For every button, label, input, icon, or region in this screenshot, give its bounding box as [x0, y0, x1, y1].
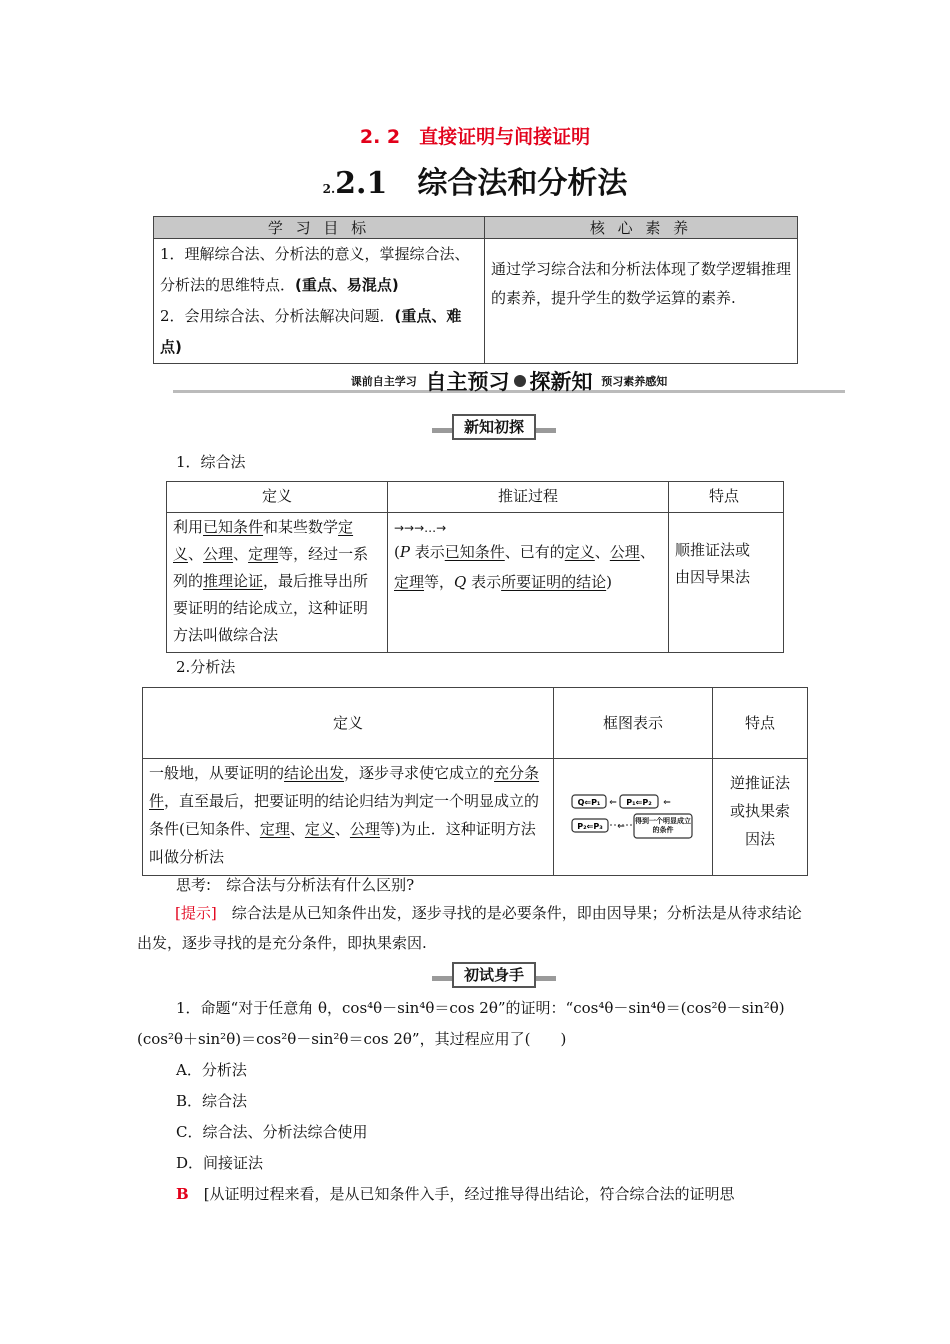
band-bullet-icon	[514, 375, 526, 387]
goals-table	[153, 216, 798, 364]
flow-arrow-3: ⇐	[617, 822, 625, 832]
ana-feature: 逆推证法或执果索因法	[713, 759, 808, 876]
option-c: C．综合法、分析法综合使用	[176, 1123, 368, 1141]
synthesis-table	[166, 481, 784, 653]
syn-header-def: 定义	[167, 482, 388, 513]
goals-header-left: 学 习 目 标	[154, 217, 485, 239]
flow-box-2-label: P₁⇐P₂	[626, 798, 652, 807]
goal-item-1-key: (重点、易混点)	[295, 276, 399, 294]
option-a: A．分析法	[176, 1061, 247, 1079]
syn-process-arrows: →→→…→	[394, 521, 447, 535]
ana-header-def: 定义	[143, 688, 554, 759]
band-title-2: 探新知	[529, 370, 593, 394]
band-left-text: 课前自主学习	[350, 375, 417, 388]
main-title-text: 2.1 综合法和分析法	[335, 166, 628, 201]
ana-diagram-cell	[554, 759, 713, 876]
section-band	[173, 366, 845, 396]
flow-arrow-2: ⇐	[663, 798, 671, 808]
tag-new-knowledge	[432, 414, 556, 440]
main-title-prefix: 2.	[322, 182, 336, 196]
hint-text: 综合法是从已知条件出发，逐步寻找的是必要条件，即由因导果；分析法是从待求结论出发，逐步寻找的是充分条件，即执果索因.	[137, 904, 802, 952]
think-label: 思考:	[176, 876, 212, 894]
syn-process: →→→…→ (P 表示已知条件、已有的定义、公理、定理等，Q 表示所要证明的结论)	[388, 513, 669, 653]
band-right-text: 预习素养感知	[601, 375, 668, 388]
ana-header-feature: 特点	[713, 688, 808, 759]
hint-label: [提示]	[175, 904, 217, 922]
flow-box-3-label: P₂⇐P₃	[577, 822, 603, 831]
goal-item-1: 1．理解综合法、分析法的意义，掌握综合法、分析法的思维特点．	[160, 245, 470, 294]
flow-box-1-label: Q⇐P₁	[577, 798, 601, 807]
goals-left-cell	[154, 239, 485, 364]
ana-header-diagram: 框图表示	[554, 688, 713, 759]
heading-analysis: 2.分析法	[176, 658, 236, 676]
goal-item-2: 2．会用综合法、分析法解决问题．	[160, 307, 395, 325]
analysis-table	[142, 687, 808, 876]
answer-line	[176, 1183, 735, 1204]
think-question: 综合法与分析法有什么区别?	[226, 876, 415, 894]
answer-explanation: [从证明过程来看，是从已知条件入手，经过推导得出结论，符合综合法的证明思	[203, 1185, 735, 1203]
syn-header-proc: 推证过程	[388, 482, 669, 513]
syn-header-feature: 特点	[669, 482, 784, 513]
main-title	[0, 158, 950, 202]
option-d: D．间接证法	[176, 1154, 264, 1172]
answer-letter: B	[176, 1185, 189, 1203]
syn-feature: 顺推证法或由因导果法	[669, 513, 784, 653]
question-1-line-1: 1．命题“对于任意角 θ，cos⁴θ－sin⁴θ＝cos 2θ”的证明：“cos⁴θ－sin⁴θ＝(cos²θ－sin²θ)	[176, 999, 785, 1017]
option-b: B．综合法	[176, 1092, 248, 1110]
think-line	[176, 874, 414, 895]
tag-first-try-label: 初试身手	[452, 962, 536, 988]
tag-first-try	[432, 962, 556, 988]
band-title-1: 自主预习	[425, 370, 510, 394]
analysis-flow-diagram	[558, 787, 694, 847]
goals-header-right: 核 心 素 养	[485, 217, 798, 239]
question-1-line-2: (cos²θ＋sin²θ)＝cos²θ－sin²θ＝cos 2θ”，其过程应用了( )	[137, 1030, 567, 1048]
ana-definition: 一般地，从要证明的结论出发，逐步寻求使它成立的充分条件，直至最后，把要证明的结论归结为判定一个明显成立的条件(已知条件、定理、定义、公理等)为止．这种证明方法叫做分析法	[143, 759, 554, 876]
tag-new-knowledge-label: 新知初探	[452, 414, 536, 440]
section-title: 2. 2 直接证明与间接证明	[359, 126, 591, 148]
goals-right-cell: 通过学习综合法和分析法体现了数学逻辑推理的素养，提升学生的数学运算的素养.	[485, 239, 798, 364]
flow-arrow-1: ⇐	[609, 798, 617, 808]
flow-box-4-label: 得到一个明显成立的条件	[635, 817, 691, 834]
goal-item-2-key: (重点、难点)	[160, 307, 462, 356]
syn-definition: 利用已知条件和某些数学定义、公理、定理等，经过一系列的推理论证，最后推导出所要证明的结论成立，这种证明方法叫做综合法	[167, 513, 388, 653]
hint-paragraph	[137, 898, 815, 958]
heading-synthesis: 1．综合法	[176, 453, 246, 471]
